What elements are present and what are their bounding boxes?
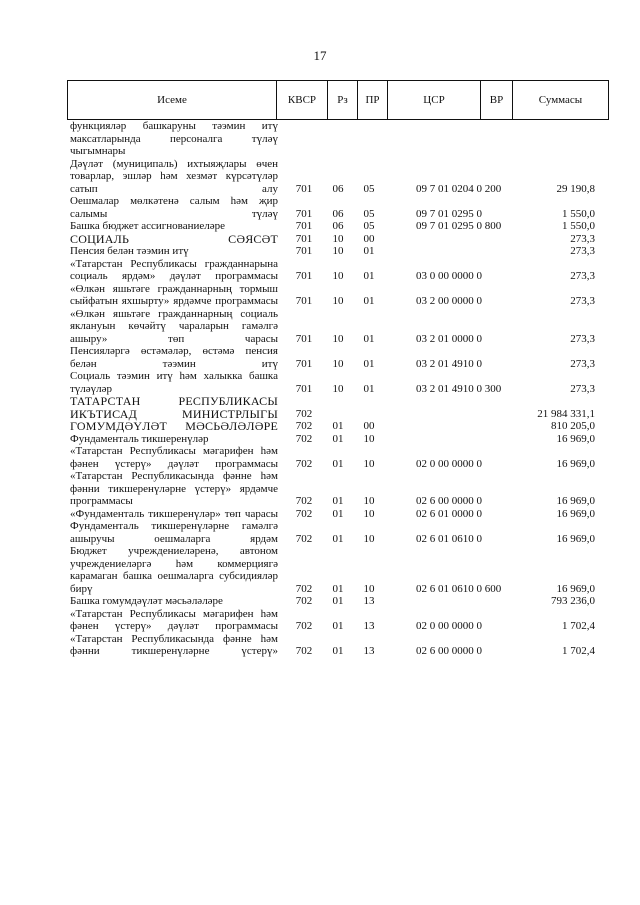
row-name: Социаль тәэмин итү һәм халыкка башка түләүләр [70, 370, 278, 395]
table-row [67, 608, 609, 633]
kvsr-cell: 701 [295, 332, 313, 345]
sum-cell: 273,3 [570, 232, 595, 245]
csr-cell: 03 0 00 0000 0 [416, 270, 482, 282]
pr-cell: 01 [363, 357, 375, 370]
pr-cell: 13 [363, 620, 375, 632]
row-name: Башка бюджет ассигнованиеләре [70, 220, 225, 232]
table-row [67, 195, 609, 220]
header-rz: Рз [327, 81, 357, 119]
pr-cell: 05 [363, 207, 375, 220]
table-row [67, 520, 609, 545]
kvsr-cell: 702 [295, 582, 313, 595]
sum-cell: 793 236,0 [551, 595, 595, 607]
row-name: ТАТАРСТАН РЕСПУБЛИКАСЫ ИКЪТИСАД МИНИСТРЛЫГЫ [70, 394, 278, 421]
table-row [67, 308, 609, 346]
sum-cell: 16 969,0 [556, 582, 595, 595]
kvsr-cell: 702 [295, 620, 313, 632]
rz-cell: 01 [332, 457, 344, 470]
sum-cell: 1 702,4 [562, 645, 595, 657]
kvsr-cell: 701 [295, 207, 313, 220]
rz-cell: 01 [332, 620, 344, 632]
sum-cell: 273,3 [570, 295, 595, 307]
pr-cell: 10 [363, 495, 375, 507]
table-row [67, 283, 609, 308]
rz-cell: 10 [332, 295, 344, 307]
sum-cell: 16 969,0 [556, 532, 595, 545]
csr-cell: 02 0 00 0000 0 [416, 457, 482, 470]
kvsr-cell: 702 [295, 495, 313, 507]
rz-cell: 06 [332, 207, 344, 220]
row-name: «Өлкән яшьтәге гражданнарның социаль яклануын көчәйтү чараларын гамәлгә ашыру» төп чарасы [70, 307, 278, 345]
table-body [67, 120, 609, 658]
row-name: Пенсияләргә өстәмәләр, өстәмә пенсия белән тәэмин итү [70, 345, 278, 370]
kvsr-cell: 701 [295, 232, 313, 245]
csr-cell: 09 7 01 0295 0 [416, 207, 482, 220]
kvsr-cell: 701 [295, 270, 313, 282]
sum-cell: 810 205,0 [551, 420, 595, 432]
sum-cell: 273,3 [570, 382, 595, 395]
kvsr-cell: 701 [295, 357, 313, 370]
pr-cell: 13 [363, 595, 375, 607]
kvsr-cell: 702 [295, 595, 313, 607]
table-row [67, 545, 609, 595]
kvsr-cell: 701 [295, 295, 313, 307]
header-name: Исеме [157, 94, 187, 106]
table-row [67, 233, 609, 246]
row-name: «Татарстан Республикасында фәнне һәм фәнни тикшеренүләрне үстерү» ярдәмче программасы [70, 470, 278, 507]
pr-cell: 00 [363, 232, 375, 245]
csr-cell: 03 2 00 0000 0 [416, 295, 482, 307]
rz-cell: 10 [332, 245, 344, 257]
rz-cell: 01 [332, 532, 344, 545]
header-vr: ВР [480, 81, 512, 119]
sum-cell: 273,3 [570, 270, 595, 282]
csr-cell: 03 2 01 4910 0 [416, 382, 482, 395]
pr-cell: 01 [363, 270, 375, 282]
kvsr-cell: 702 [295, 457, 313, 470]
pr-cell: 05 [363, 182, 375, 195]
row-name: функцияләр башкаруны тәэмин итү максатларында персоналга түләү чыгымнары [70, 120, 278, 157]
rz-cell: 01 [332, 420, 344, 432]
header-pr: ПР [357, 81, 387, 119]
row-name: «Татарстан Республикасы гражданнарына социаль ярдәм» дәүләт программасы [70, 257, 278, 282]
csr-cell: 02 6 01 0610 0 [416, 532, 482, 545]
page-number: 17 [313, 48, 327, 63]
sum-cell: 1 702,4 [562, 620, 595, 632]
row-name: «Өлкән яшьтәге гражданнарның тормыш сыйфатын яхшырту» ярдәмче программасы [70, 282, 278, 307]
vr-cell: 300 [484, 382, 502, 395]
row-name: Бюджет учреждениеләренә, автоном учреждениеләргә һәм коммерциягә карамаган башка оешмаларга субсидияләр бирү [70, 545, 278, 595]
rz-cell: 01 [332, 595, 344, 607]
table-row [67, 220, 609, 233]
csr-cell: 02 6 01 0000 0 [416, 507, 482, 520]
pr-cell: 00 [363, 420, 375, 432]
kvsr-cell: 702 [295, 645, 313, 657]
csr-cell: 02 6 01 0610 0 [416, 582, 482, 595]
table-row [67, 445, 609, 470]
row-name: Пенсия белән тәэмин итү [70, 245, 189, 257]
table-row [67, 370, 609, 395]
row-name: «Фундаменталь тикшеренүләр» төп чарасы [70, 507, 278, 520]
rz-cell: 01 [332, 495, 344, 507]
sum-cell: 16 969,0 [556, 507, 595, 520]
table-row [67, 395, 609, 420]
rz-cell: 01 [332, 645, 344, 657]
header-kvsr: КВСР [276, 81, 327, 119]
row-name: Оешмалар мөлкәтенә салым һәм җир салымы түләү [70, 195, 278, 220]
sum-cell: 29 190,8 [556, 182, 595, 195]
table-row [67, 470, 609, 508]
pr-cell: 01 [363, 245, 375, 257]
row-name: «Татарстан Республикасы мәгарифен һәм фәнен үстерү» дәүләт программасы [70, 607, 278, 632]
row-name: Фундаменталь тикшеренүләр [70, 432, 209, 445]
sum-cell: 273,3 [570, 332, 595, 345]
table-row [67, 120, 609, 158]
sum-cell: 16 969,0 [556, 495, 595, 507]
rz-cell: 06 [332, 182, 344, 195]
rz-cell: 10 [332, 270, 344, 282]
rz-cell: 01 [332, 432, 344, 445]
kvsr-cell: 701 [295, 182, 313, 195]
pr-cell: 01 [363, 332, 375, 345]
rz-cell: 10 [332, 357, 344, 370]
pr-cell: 05 [363, 220, 375, 232]
kvsr-cell: 702 [295, 532, 313, 545]
pr-cell: 10 [363, 507, 375, 520]
kvsr-cell: 702 [295, 407, 313, 420]
table-row [67, 633, 609, 658]
row-name: Башка гомумдәүләт мәсьәләләре [70, 595, 223, 607]
sum-cell: 273,3 [570, 245, 595, 257]
rz-cell: 10 [332, 232, 344, 245]
row-name: Фундаменталь тикшеренүләрне гамәлгә ашыручы оешмаларга ярдәм [70, 520, 278, 545]
rz-cell: 01 [332, 507, 344, 520]
table-row [67, 420, 609, 433]
rz-cell: 06 [332, 220, 344, 232]
csr-cell: 02 0 00 0000 0 [416, 620, 482, 632]
vr-cell: 200 [484, 182, 502, 195]
header-csr: ЦСР [387, 81, 480, 119]
rz-cell: 01 [332, 582, 344, 595]
sum-cell: 16 969,0 [556, 457, 595, 470]
pr-cell: 10 [363, 582, 375, 595]
row-name: «Татарстан Республикасы мәгарифен һәм фәнен үстерү» дәүләт программасы [70, 445, 278, 470]
csr-cell: 03 2 01 4910 0 [416, 357, 482, 370]
table-row [67, 158, 609, 196]
csr-cell: 03 2 01 0000 0 [416, 332, 482, 345]
row-name: «Татарстан Республикасында фәнне һәм фәнни тикшеренүләрне үстерү» [70, 632, 278, 657]
vr-cell: 800 [484, 220, 502, 232]
kvsr-cell: 702 [295, 432, 313, 445]
pr-cell: 10 [363, 532, 375, 545]
kvsr-cell: 701 [295, 382, 313, 395]
sum-cell: 16 969,0 [556, 432, 595, 445]
pr-cell: 13 [363, 645, 375, 657]
table-row [67, 433, 609, 446]
kvsr-cell: 701 [295, 245, 313, 257]
table-row [67, 508, 609, 521]
pr-cell: 01 [363, 295, 375, 307]
row-name: Дәүләт (муниципаль) ихтыяҗлары өчен товарлар, эшләр һәм хезмәт күрсәтүләр сатып алу [70, 157, 278, 195]
row-name: СОЦИАЛЬ СӘЯСӘТ [70, 231, 278, 246]
sum-cell: 1 550,0 [562, 207, 595, 220]
table-header [67, 80, 609, 120]
csr-cell: 09 7 01 0204 0 [416, 182, 482, 195]
header-sum: Суммасы [512, 81, 608, 119]
pr-cell: 10 [363, 457, 375, 470]
csr-cell: 02 6 00 0000 0 [416, 645, 482, 657]
sum-cell: 273,3 [570, 357, 595, 370]
sum-cell: 21 984 331,1 [537, 407, 595, 420]
vr-cell: 600 [484, 582, 502, 595]
kvsr-cell: 702 [295, 507, 313, 520]
table-row [67, 595, 609, 608]
sum-cell: 1 550,0 [562, 220, 595, 232]
kvsr-cell: 702 [295, 420, 313, 432]
pr-cell: 01 [363, 382, 375, 395]
table-row [67, 245, 609, 258]
row-name: ГОМУМДӘҮЛӘТ МӘСЬӘЛӘЛӘРЕ [70, 419, 278, 433]
rz-cell: 10 [332, 382, 344, 395]
table-row [67, 345, 609, 370]
rz-cell: 10 [332, 332, 344, 345]
csr-cell: 02 6 00 0000 0 [416, 495, 482, 507]
kvsr-cell: 701 [295, 220, 313, 232]
csr-cell: 09 7 01 0295 0 [416, 220, 482, 232]
table-row [67, 258, 609, 283]
pr-cell: 10 [363, 432, 375, 445]
